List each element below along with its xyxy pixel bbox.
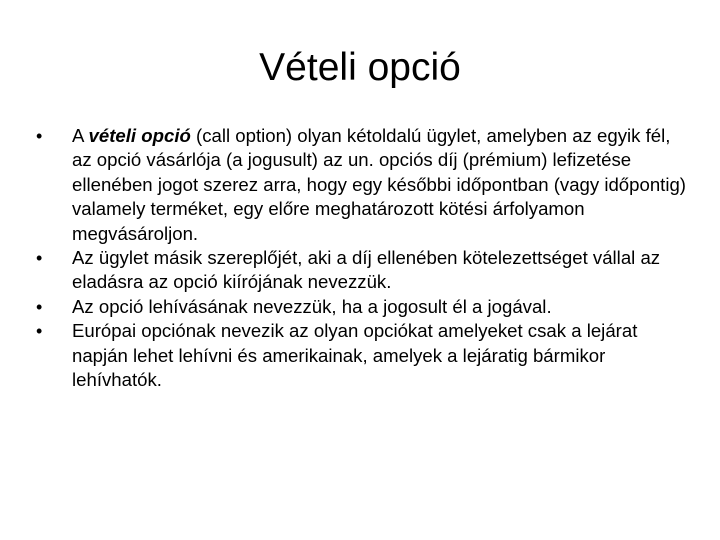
bullet-prefix: A — [72, 125, 89, 146]
bullet-item-1 — [36, 124, 690, 246]
bullet-item-4 — [36, 319, 690, 392]
bullet-icon: • — [36, 126, 43, 146]
bullet-icon: • — [36, 248, 43, 269]
bullet-text — [72, 125, 686, 244]
bullet-text: Európai opciónak nevezik az olyan opciókat amelyeket csak a lejárat napján lehet lehívni és amerikainak, amelyek a lejáratig bármikor lehívhatók. — [72, 320, 638, 391]
bullet-emphasis: vételi opció — [88, 125, 191, 146]
bullet-item-2 — [36, 246, 690, 295]
bullet-icon: • — [36, 296, 43, 317]
bullet-body: (call option) olyan kétoldalú ügylet, amelyben az egyik fél, az opció vásárlója (a jogusult) az un. opciós díj (prémium) lefizetése ellenében jogot szerez arra, hogy egy későbbi időpontban (vagy időpontig) valamely terméket, egy előre meghatározott kötési árfolyamon megvásároljon. — [72, 125, 687, 244]
bullet-text: Az opció lehívásának nevezzük, ha a jogosult él a jogával. — [72, 295, 552, 317]
slide-title: Vételi opció — [259, 46, 461, 89]
bullet-list — [36, 124, 690, 392]
bullet-text: Az ügylet másik szereplőjét, aki a díj ellenében kötelezettséget vállal az eladásra az opció kiírójának nevezzük. — [72, 247, 661, 293]
bullet-icon: • — [36, 321, 43, 342]
bullet-item-3 — [36, 295, 690, 319]
